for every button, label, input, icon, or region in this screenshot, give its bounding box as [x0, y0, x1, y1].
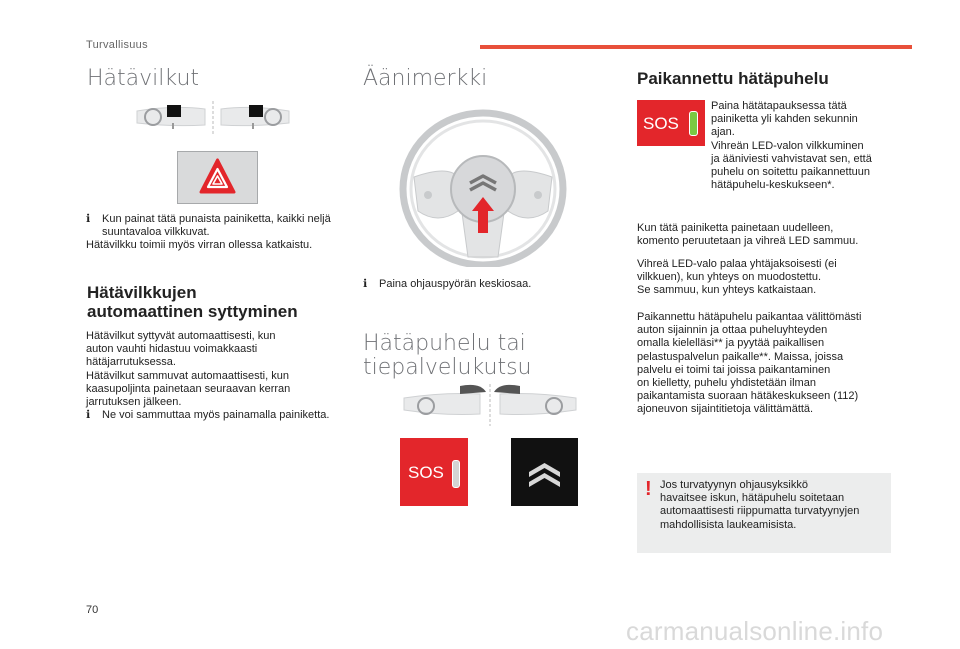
text-line: on kielletty, puhelu yhdistetään ilman	[637, 377, 816, 390]
bullet-marker-icon: ℹ	[86, 409, 91, 422]
title-line: Hätäpuhelu tai	[363, 331, 526, 356]
sos-button-illustration	[400, 438, 468, 506]
bullet-text: Ne voi sammuttaa myös painamalla painiketta.	[102, 409, 330, 422]
text-line: ajan.	[711, 126, 735, 139]
horn-text	[363, 278, 593, 291]
bullet-item	[86, 409, 336, 422]
paragraph: Hätävilkku toimii myös virran ollessa katkaistu.	[86, 239, 313, 252]
located-emergency-call-title: Paikannettu hätäpuhelu	[637, 69, 829, 88]
text-line: jarrutuksen jälkeen.	[86, 396, 182, 409]
dashboard-illustration	[133, 99, 293, 139]
text-line: omalla kielelläsi** ja pyytää paikallisen	[637, 337, 825, 350]
header-accent-bar	[480, 45, 912, 49]
text-line: Hätävilkut syttyvät automaattisesti, kun	[86, 330, 276, 342]
text-line: mahdollisista laukeamisista.	[660, 518, 797, 531]
text-line: auton sijainnin ja ottaa puheluyhteyden	[637, 324, 828, 337]
page-number: 70	[86, 604, 99, 616]
green-led-icon	[689, 111, 698, 136]
location-paragraph	[637, 311, 902, 417]
text-line: ajoneuvon sijaintitietoja välittämättä.	[637, 403, 814, 416]
warning-text	[660, 479, 888, 532]
sos-label: SOS	[643, 114, 679, 133]
subtitle-line: Hätävilkkujen	[87, 283, 197, 302]
assistance-button-illustration	[511, 438, 578, 506]
text-line: vilkkuen), kun yhteys on muodostettu.	[637, 271, 822, 284]
text-line: Hätävilkut sammuvat automaattisesti, kun	[86, 369, 289, 382]
text-line: palvelu ei toimi tai joissa paikantaminen	[637, 363, 831, 376]
section-label: Turvallisuus	[86, 39, 148, 51]
sos-intro-text	[711, 100, 891, 192]
text-line: havaitsee iskun, hätäpuhelu soitetaan	[660, 492, 845, 505]
bullet-item	[86, 213, 336, 239]
led-indicator-icon	[452, 460, 460, 488]
text-line: Paina hätätapauksessa tätä	[711, 100, 847, 112]
cancel-paragraph	[637, 222, 897, 248]
auto-hazard-subtitle	[87, 283, 298, 321]
bullet-item	[363, 278, 593, 291]
hazard-text-block	[86, 213, 336, 253]
sos-button-illustration	[637, 100, 705, 146]
horn-title: Äänimerkki	[363, 66, 488, 91]
text-line: Jos turvatyynyn ohjausyksikkö	[660, 479, 808, 491]
text-line: paikantamista suoraan hätäkeskukseen (112)	[637, 390, 859, 403]
subtitle-line: automaattinen syttyminen	[87, 302, 298, 321]
text-line: hätäpuhelu-keskukseen*.	[711, 179, 835, 192]
text-line: Paikannettu hätäpuhelu paikantaa välittömästi	[637, 311, 862, 323]
dashboard-illustration	[400, 380, 580, 430]
bullet-text: Paina ohjauspyörän keskiosaa.	[379, 278, 532, 290]
text-line: automaattisesti riippumatta turvatyynyjen	[660, 505, 860, 518]
text-line: kaasupoljinta painetaan seuraavan kerran	[86, 382, 291, 395]
steering-wheel-icon	[398, 107, 568, 267]
text-line: painiketta yli kahden sekunnin	[711, 113, 858, 126]
text-line: hätäjarrutuksessa.	[86, 356, 176, 369]
hazard-button-illustration	[177, 151, 258, 204]
title-line: tiepalvelukutsu	[363, 355, 532, 380]
text-line: auton vauhti hidastuu voimakkaasti	[86, 343, 258, 356]
text-line: Vihreä LED-valo palaa yhtäjaksoisesti (ei	[637, 258, 837, 270]
text-line: puhelu on soitettu paikannettuun	[711, 166, 871, 179]
bullet-marker-icon: ℹ	[86, 213, 91, 225]
hazard-lights-title: Hätävilkut	[87, 66, 200, 91]
warning-exclamation-icon: !	[645, 478, 652, 500]
emergency-call-title	[363, 332, 531, 380]
text-line: Vihreän LED-valon vilkkuminen	[711, 139, 864, 152]
watermark: carmanualsonline.info	[626, 616, 884, 646]
text-line: Se sammuu, kun yhteys katkaistaan.	[637, 284, 817, 297]
brand-chevrons-icon	[511, 438, 578, 506]
auto-hazard-text	[86, 330, 336, 422]
text-line: Kun tätä painiketta painetaan uudelleen,	[637, 222, 834, 234]
bullet-text: Kun painat tätä punaista painiketta, kaikki neljä suuntavaloa vilkkuvat.	[102, 213, 331, 239]
bullet-marker-icon: ℹ	[363, 278, 368, 290]
hazard-triangle-icon	[178, 152, 257, 203]
led-paragraph	[637, 258, 897, 298]
text-line: pelastuspalvelun paikalle**. Maissa, joissa	[637, 350, 844, 363]
sos-label: SOS	[408, 463, 444, 482]
text-line: komento peruutetaan ja vihreä LED sammuu.	[637, 235, 859, 248]
text-line: ja ääniviesti vahvistavat sen, että	[711, 152, 872, 165]
